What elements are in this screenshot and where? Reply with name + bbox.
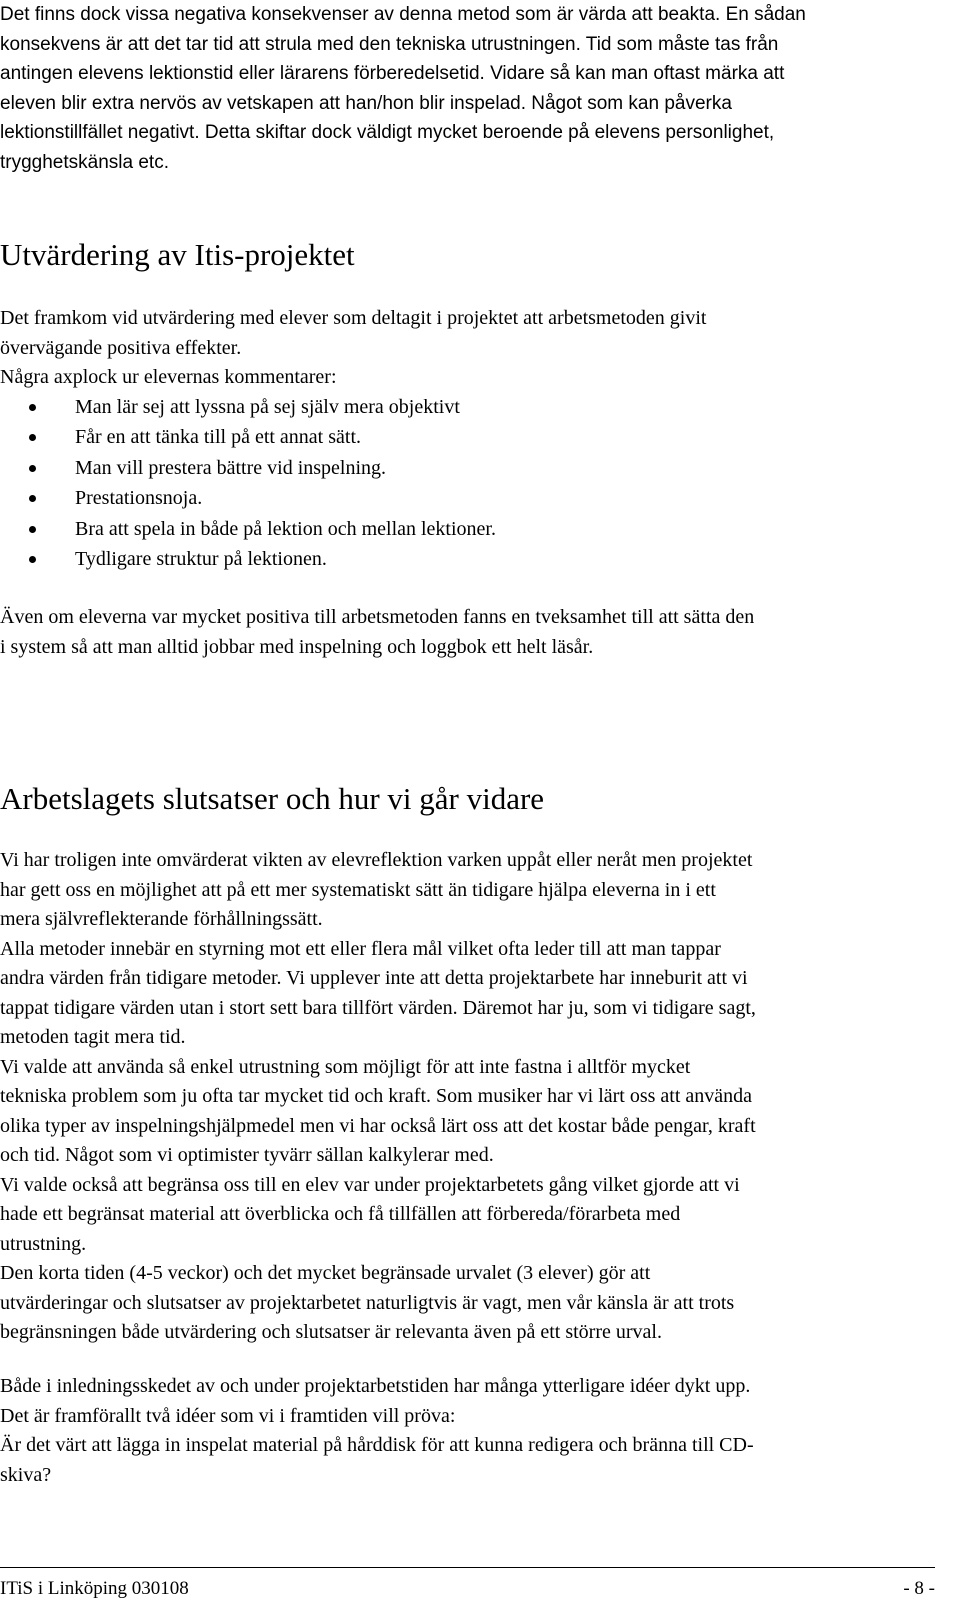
intro-line: antingen elevens lektionstid eller lärarens förberedelsetid. Vidare så kan man oftast märka att [0, 63, 785, 84]
intro-line: lektionstillfället negativt. Detta skiftar dock väldigt mycket beroende på elevens personlighet, [0, 122, 775, 143]
section-heading-evaluation: Utvärdering av Itis-projektet [0, 237, 355, 272]
conclusions-line: utrustning. [0, 1232, 87, 1255]
evaluation-line: Det framkom vid utvärdering med elever som deltagit i projektet att arbetsmetoden givit [0, 307, 707, 329]
intro-line: eleven blir extra nervös av vetskapen att han/hon blir inspelad. Något som kan påverka [0, 92, 732, 114]
future-ideas-line: Det är framförallt två idéer som vi i framtiden vill pröva: [0, 1404, 456, 1427]
intro-line: trygghetskänsla etc. [0, 151, 169, 173]
intro-paragraph [0, 0, 935, 177]
conclusions-line: har gett oss en möjlighet att på ett mer systematiskt sätt än tidigare hjälpa eleverna in i ett [0, 878, 716, 901]
intro-line: konsekvens är att det tar tid att strula med den tekniska utrustningen. Tid som måste tas från [0, 33, 779, 55]
conclusions-line: tekniska problem som ju ofta tar mycket tid och kraft. Som musiker har vi lärt oss att använda [0, 1085, 753, 1107]
conclusions-line: Alla metoder innebär en styrning mot ett eller flera mål vilket ofta leder till att man tappar [0, 937, 721, 960]
conclusions-line: tappat tidigare värden utan i stort sett bara tillfört värden. Däremot har ju, som vi tidigare sagt, [0, 996, 756, 1019]
footer-source: ITiS i Linköping 030108 [0, 1578, 189, 1599]
evaluation-line: övervägande positiva effekter. [0, 336, 242, 359]
list-item [0, 392, 935, 422]
conclusions-line: begränsningen både utvärdering och slutsatser är relevanta även på ett större urval. [0, 1321, 662, 1343]
conclusions-line: olika typer av inspelningshjälpmedel men vi har också lärt oss att det kostar både pengar, kraft [0, 1114, 756, 1137]
page-number: - 8 - [903, 1578, 935, 1599]
section-heading-conclusions: Arbetslagets slutsatser och hur vi går vidare [0, 781, 545, 816]
page-footer [0, 1576, 935, 1602]
list-item-text: Man vill prestera bättre vid inspelning. [75, 456, 387, 479]
list-item [0, 483, 935, 513]
bullet-icon [29, 404, 36, 411]
list-item [0, 544, 935, 574]
bullet-icon [29, 495, 36, 502]
conclusions-line: Den korta tiden (4-5 veckor) och det mycket begränsade urvalet (3 elever) gör att [0, 1262, 651, 1284]
bullet-icon [29, 556, 36, 563]
evaluation-closing-line: Även om eleverna var mycket positiva till arbetsmetoden fanns en tveksamhet till att sätta den [0, 606, 755, 628]
evaluation-line: Några axplock ur elevernas kommentarer: [0, 366, 337, 388]
future-ideas-line: Är det värt att lägga in inspelat material på hårddisk för att kunna redigera och bränna till CD- [0, 1434, 754, 1456]
list-item-text: Bra att spela in både på lektion och mellan lektioner. [75, 517, 496, 540]
evaluation-closing [0, 603, 935, 662]
conclusions-line: Vi valde också att begränsa oss till en elev var under projektarbetets gång vilket gjorde att vi [0, 1173, 740, 1196]
evaluation-closing-line: i system så att man alltid jobbar med inspelning och loggbok ett helt läsår. [0, 635, 594, 658]
footer-divider [0, 1567, 935, 1568]
bullet-icon [29, 526, 36, 533]
future-ideas-paragraph [0, 1372, 935, 1490]
conclusions-line: utvärderingar och slutsatser av projektarbetet naturligtvis är vagt, men vår känsla är att trots [0, 1291, 735, 1314]
list-item [0, 514, 935, 544]
conclusions-line: Vi valde att använda så enkel utrustning som möjligt för att inte fastna i alltför mycket [0, 1055, 691, 1078]
conclusions-line: och tid. Något som vi optimister tyvärr sällan kalkylerar med. [0, 1144, 494, 1166]
list-item-text: Prestationsnoja. [75, 487, 203, 510]
conclusions-line: Vi har troligen inte omvärderat vikten av elevreflektion varken uppåt eller neråt men projektet [0, 849, 753, 871]
bullet-icon [29, 465, 36, 472]
evaluation-intro [0, 304, 935, 393]
future-ideas-line: skiva? [0, 1463, 52, 1486]
list-item-text: Man lär sej att lyssna på sej själv mera objektivt [75, 396, 460, 418]
conclusions-line: hade ett begränsat material att överblicka och få tillfällen att förbereda/förarbeta med [0, 1203, 681, 1225]
conclusions-body [0, 846, 935, 1348]
conclusions-line: mera självreflekterande förhållningssätt. [0, 908, 323, 930]
list-item [0, 453, 935, 483]
conclusions-line: andra värden från tidigare metoder. Vi upplever inte att detta projektarbete har inneburit att vi [0, 967, 748, 989]
future-ideas-line: Både i inledningsskedet av och under projektarbetstiden har många ytterligare idéer dykt upp. [0, 1375, 751, 1397]
bullet-icon [29, 434, 36, 441]
list-item-text: Får en att tänka till på ett annat sätt. [75, 426, 362, 449]
student-comments-list [0, 392, 935, 574]
conclusions-line: metoden tagit mera tid. [0, 1026, 186, 1048]
intro-line: Det finns dock vissa negativa konsekvenser av denna metod som är värda att beakta. En sådan [0, 4, 806, 25]
list-item-text: Tydligare struktur på lektionen. [75, 547, 327, 570]
list-item [0, 422, 935, 452]
